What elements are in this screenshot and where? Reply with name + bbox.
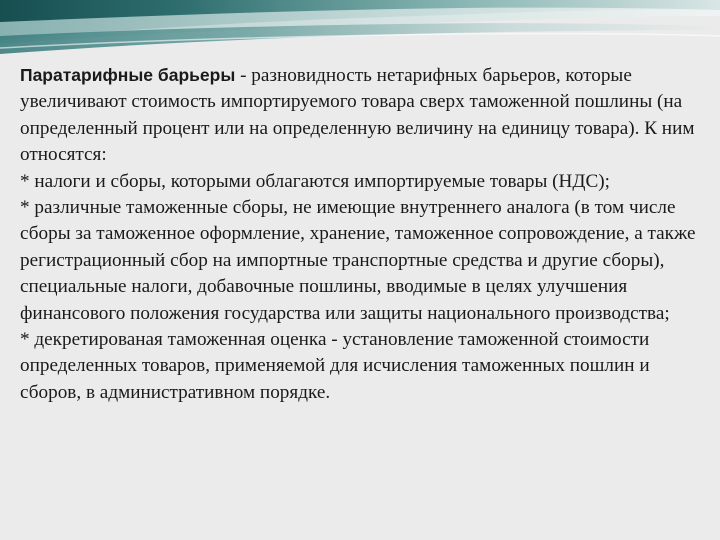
definition-text: - разновидность нетарифных барьеров, которые увеличивают стоимость импортируемого товара сверх таможенной пошлины (на определенный процент или на определенную величину на единицу товара). К ним относятся: bbox=[20, 65, 695, 166]
list-item: * налоги и сборы, которыми облагаются импортируемые товары (НДС); bbox=[20, 170, 610, 192]
definition-paragraph bbox=[20, 62, 710, 169]
list-item: * различные таможенные сборы, не имеющие внутреннего аналога (в том числе сборы за таможенное оформление, хранение, таможенное сопровождение, а также регистрационный сбор на импортные транспортные средства и другие сборы), специальные налоги, добавочные пошлины, вводимые в целях улучшения финансового положения государства или защиты национального производства; bbox=[20, 197, 696, 324]
header-wave-decoration bbox=[0, 0, 720, 60]
list-item: * декретированая таможенная оценка - установление таможенной стоимости определенных товаров, применяемой для исчисления таможенных пошлин и сборов, в административном порядке. bbox=[20, 329, 650, 403]
slide-body bbox=[20, 62, 710, 406]
term-heading: Паратарифные барьеры bbox=[20, 65, 236, 85]
